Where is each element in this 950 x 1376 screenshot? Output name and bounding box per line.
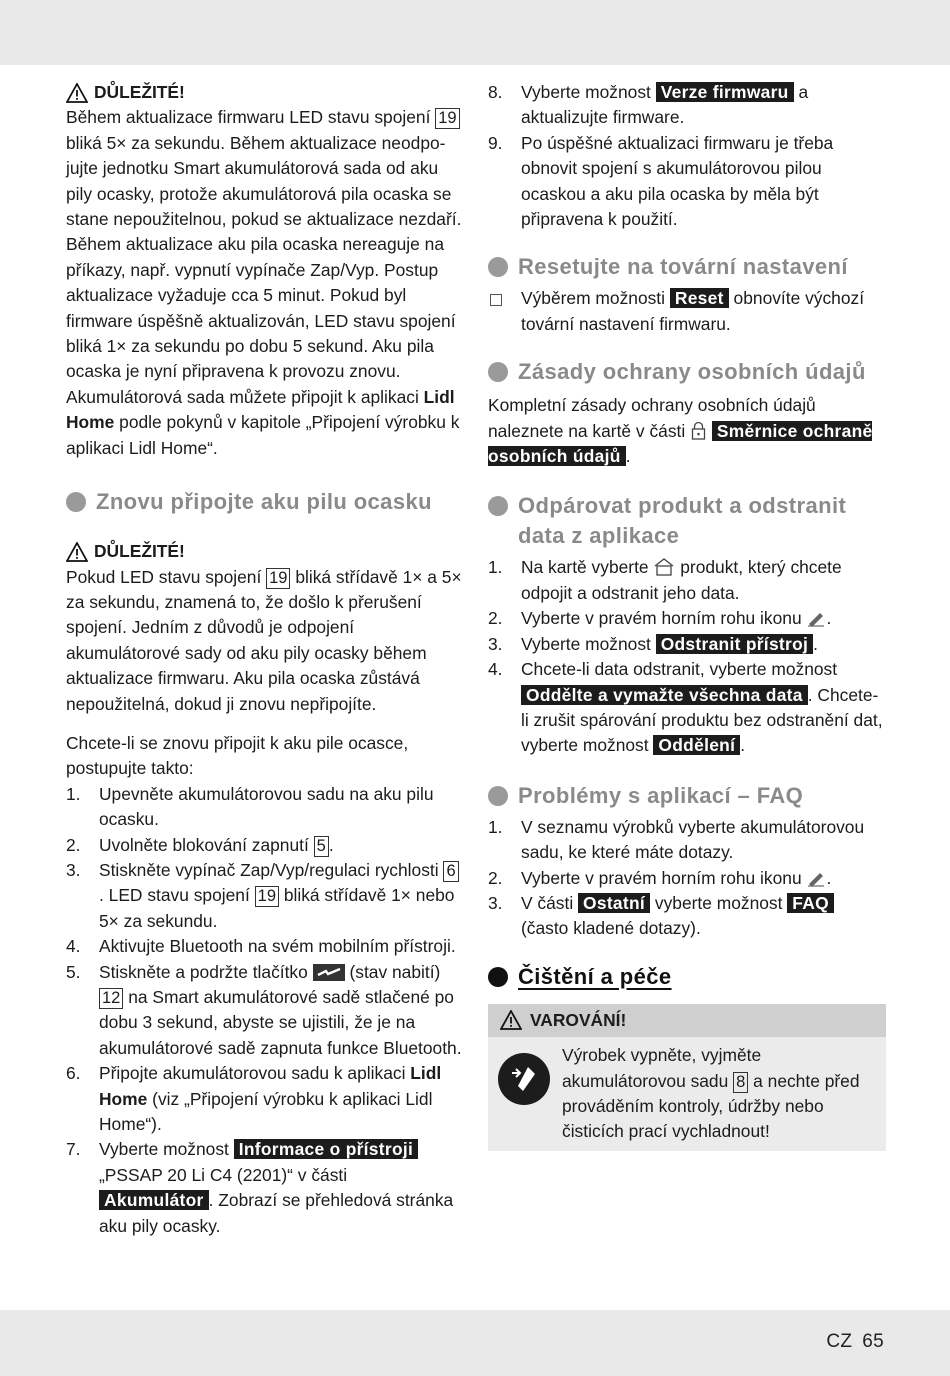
list-item: 2. Vyberte v pravém horním rohu ikonu . xyxy=(488,867,832,888)
part-ref: 19 xyxy=(255,886,279,907)
part-ref: 8 xyxy=(733,1072,748,1093)
list-item: 5. Stiskněte a podržte tlačítko (stav nabití) 12 na Smart akumulátorové sadě stlačené po dobu 3 sekund, abyste se ujistili, že je na akumulátorové sadě zapnuta funkce Bluetooth. xyxy=(66,961,462,1058)
reconnect-steps xyxy=(66,782,462,1239)
warning-triangle-icon xyxy=(66,542,88,562)
left-column xyxy=(66,80,462,1239)
list-item: 1. V seznamu výrobků vyberte akumulátorovou sadu, ke které máte dotazy. xyxy=(488,816,865,863)
unplug-icon xyxy=(498,1053,550,1105)
home-icon xyxy=(653,557,675,576)
right-column xyxy=(488,80,886,1151)
warning-triangle-icon xyxy=(500,1010,522,1030)
battery-status-icon xyxy=(313,964,345,981)
warning-text: Výrobek vypněte, vyjměte akumulátorovou sadu 8 a nechte před prováděním kontroly, údržby nebo čisticích prací vychladnout! xyxy=(562,1045,860,1142)
pencil-icon xyxy=(806,608,826,627)
ui-label: FAQ xyxy=(787,893,834,913)
pencil-icon xyxy=(806,868,826,887)
section-heading-reset: Resetujte na tovární nastavení xyxy=(488,252,886,282)
intro-text: Chcete-li se znovu připojit k aku pile ocasce, postupujte takto: xyxy=(66,732,409,779)
part-ref: 12 xyxy=(99,988,123,1009)
ui-label: Oddělení xyxy=(653,735,740,755)
privacy-paragraph: Kompletní zásady ochrany osobních údajů naleznete na kartě v části Směrnice ochraně osobních údajů . xyxy=(488,395,873,467)
faq-steps xyxy=(488,815,886,942)
important-paragraph: Pokud LED stavu spojení 19 bliká střídavě 1× a 5× za sekundu, znamená to, že došlo k přerušení spojení. Jedním z důvodů je odpojení akumulátorové sady od aku pily ocasky během aktualizace firmwaru. Aku pila ocaska zůstává nepoužitelná, dokud ji znovu nepřipojíte. xyxy=(66,566,462,714)
unpair-steps xyxy=(488,555,886,758)
list-item: 4. Chcete-li data odstranit, vyberte možnost Oddělte a vymažte všechna data . Chcete-li zrušit spárování produktu bez odstranění dat, vyberte možnost Oddělení . xyxy=(488,659,883,756)
important-paragraph: Během aktualizace firmwaru LED stavu spojení 19 bliká 5× za sekundu. Během aktualizace neodpojujte jednotku Smart akumulátorová sada od aku pily ocasky, protože akumulátorová pila ocaska se stane nepoužitelnou, pokud se aktualizace nezdaří. Během aktualizace aku pila ocaska nereaguje na příkazy, např. vypnutí vypínače Zap/Vyp. Postup aktualizace vyžaduje cca 5 minut. Pokud byl firmware úspěšně aktualizován, LED stavu spojení bliká 1× za sekundu po dobu 5 sekund. Aku pila ocaska je nyní připravena k provozu znovu. Akumulátorová sada můžete připojit k aplikaci Lidl Home podle pokynů v kapitole „Připojení výrobku k aplikaci Lidl Home“. xyxy=(66,107,462,458)
list-item: 6. Připojte akumulátorovou sadu k aplikaci Lidl Home (viz „Připojení výrobku k aplikaci Lidl Home“). xyxy=(66,1063,442,1135)
list-item: 9. Po úspěšné aktualizaci firmwaru je třeba obnovit spojení s akumulátorovou pilou ocaskou a aku pila ocaska by měla být připravena k použití. xyxy=(488,132,834,230)
important-heading: DŮLEŽITÉ! xyxy=(66,539,462,564)
reset-list xyxy=(488,286,886,337)
list-item: 4. Aktivujte Bluetooth na svém mobilním přístroji. xyxy=(66,936,456,957)
list-item: 3. V části Ostatní vyberte možnost FAQ (často kladené dotazy). xyxy=(488,891,886,942)
list-item: 8. Vyberte možnost Verze firmwaru a aktualizujte firmware. xyxy=(488,82,809,128)
list-item: 7. Vyberte možnost Informace o přístroji „PSSAP 20 Li C4 (2201)“ v části Akumulátor . Zobrazí se přehledová stránka aku pily ocasky. xyxy=(66,1139,454,1236)
ui-label: Reset xyxy=(670,288,729,308)
header-band xyxy=(0,0,950,65)
ui-label: Akumulátor xyxy=(99,1190,209,1210)
part-ref: 6 xyxy=(443,861,458,882)
list-item: Výběrem možnosti Reset obnovíte výchozí tovární nastavení firmwaru. xyxy=(488,286,886,337)
part-ref: 5 xyxy=(314,836,329,857)
footer-band xyxy=(0,1310,950,1376)
ui-label: Odstranit přístroj xyxy=(656,634,813,654)
list-item: 1. Na kartě vyberte produkt, který chcete odpojit a odstranit jeho data. xyxy=(488,557,842,603)
list-item: 2. Vyberte v pravém horním rohu ikonu . xyxy=(488,608,832,629)
list-item: 3. Stiskněte vypínač Zap/Vyp/regulaci rychlosti 6. LED stavu spojení 19 bliká střídavě 1× nebo 5× za sekundu. xyxy=(66,858,462,934)
list-item: 2. Uvolněte blokování zapnutí 5 . xyxy=(66,834,334,855)
list-item: 1. Upevněte akumulátorovou sadu na aku pilu ocasku. xyxy=(66,783,434,830)
section-heading-reconnect: Znovu připojte aku pilu ocasku xyxy=(66,487,462,517)
part-ref: 19 xyxy=(435,108,459,129)
reconnect-steps-cont xyxy=(488,80,886,232)
section-heading-privacy: Zásady ochrany osobních údajů xyxy=(488,357,886,387)
warning-triangle-icon xyxy=(66,83,88,103)
language-code: CZ xyxy=(826,1331,853,1352)
list-item: 3. Vyberte možnost Odstranit přístroj . xyxy=(488,633,818,654)
ui-label: Směrnice ochraně osobních údajů xyxy=(488,420,873,467)
warning-box xyxy=(488,1004,886,1151)
section-heading-faq: Problémy s aplikací – FAQ xyxy=(488,781,886,811)
page-number: 65 xyxy=(862,1331,884,1352)
section-heading-unpair: Odpárovat produkt a odstranit data z aplikace xyxy=(488,491,886,551)
ui-label: Ostatní xyxy=(578,893,650,913)
warning-heading: VAROVÁNÍ! xyxy=(488,1004,886,1037)
ui-label: Oddělte a vymažte všechna data xyxy=(521,685,808,705)
section-heading-cleaning: Čištění a péče xyxy=(488,962,886,992)
ui-label: Informace o přístroji xyxy=(234,1139,418,1159)
ui-label: Verze firmwaru xyxy=(656,82,794,102)
lock-icon xyxy=(690,421,707,440)
page-footer xyxy=(826,1331,884,1353)
part-ref: 19 xyxy=(266,568,290,589)
important-heading: DŮLEŽITÉ! xyxy=(66,80,462,105)
